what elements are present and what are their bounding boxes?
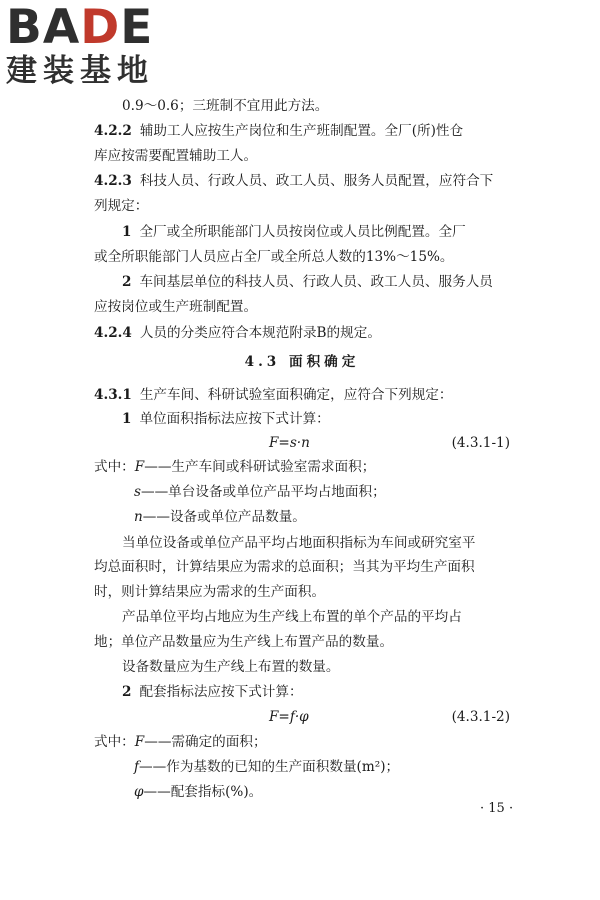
method-1 <box>122 409 330 429</box>
variable: F <box>134 459 145 475</box>
item-number: 2 <box>122 274 132 290</box>
equation-number: (4.3.1-2) <box>451 709 510 725</box>
brand-logo <box>6 0 176 96</box>
page-number: · 15 · <box>480 801 514 816</box>
text-line: 库应按需要配置辅助工人。 <box>94 148 258 164</box>
clause-number: 4.2.3 <box>94 173 132 189</box>
equation-formula: F=f·φ <box>269 709 309 725</box>
variable: s <box>134 484 141 500</box>
item-text: 全厂或全所职能部门人员按岗位或人员比例配置。全厂 <box>139 224 466 240</box>
clause-4-2-2 <box>94 121 463 141</box>
variable: F <box>134 734 145 750</box>
clause-number: 4.3.1 <box>94 387 132 403</box>
item-text: 配套指标法应按下式计算： <box>139 684 303 700</box>
text-line: 0.9～0.6；三班制不宜用此方法。 <box>122 98 329 114</box>
text-line: 应按岗位或生产班制配置。 <box>94 299 258 315</box>
clause-number: 4.2.4 <box>94 325 132 341</box>
where-line-2: s——单台设备或单位产品平均占地面积； <box>134 484 386 500</box>
equation-number: (4.3.1-1) <box>451 435 510 451</box>
item-number: 1 <box>122 224 132 240</box>
clause-4-3-1 <box>94 385 453 405</box>
logo-subtitle: 建装基地 <box>6 53 154 89</box>
text-line: 均总面积时，计算结果应为需求的总面积；当其为平均生产面积 <box>94 559 475 575</box>
clause-number: 4.2.2 <box>94 123 132 139</box>
item-1 <box>122 222 466 242</box>
item-2 <box>122 272 493 292</box>
clause-4-2-4 <box>94 323 381 343</box>
clause-text: 生产车间、科研试验室面积确定，应符合下列规定： <box>139 387 453 403</box>
clause-4-2-3 <box>94 171 493 191</box>
variable: n <box>134 509 143 525</box>
item-text: 车间基层单位的科技人员、行政人员、政工人员、服务人员 <box>139 274 493 290</box>
text-line: 列规定： <box>94 198 149 214</box>
item-number: 1 <box>122 411 132 427</box>
text-line: 产品单位平均占地应为生产线上布置的单个产品的平均占 <box>122 609 462 625</box>
where-line-3: n——设备或单位产品数量。 <box>134 509 306 525</box>
where-line-3: φ——配套指标(%)。 <box>134 784 263 800</box>
method-2 <box>122 682 303 702</box>
variable: φ <box>134 784 144 800</box>
text-line: 或全所职能部门人员应占全厂或全所总人数的13%～15%。 <box>94 249 454 265</box>
text-line: 当单位设备或单位产品平均占地面积指标为车间或研究室平 <box>122 535 476 551</box>
item-text: 单位面积指标法应按下式计算： <box>139 411 330 427</box>
text-line: 地；单位产品数量应为生产线上布置产品的数量。 <box>94 634 394 650</box>
section-heading: 4.3 面积确定 <box>244 354 360 370</box>
where-line-1: 式中：F——需确定的面积； <box>94 734 267 750</box>
where-line-1: 式中：F——生产车间或科研试验室需求面积； <box>94 459 376 475</box>
text-line: 时，则计算结果应为需求的生产面积。 <box>94 584 326 600</box>
logo-wordmark: BADE <box>6 0 154 55</box>
where-line-2: f——作为基数的已知的生产面积数量(m²)； <box>134 759 400 775</box>
clause-text: 辅助工人应按生产岗位和生产班制配置。全厂(所)性仓 <box>139 123 464 139</box>
text-line: 设备数量应为生产线上布置的数量。 <box>122 659 340 675</box>
equation-formula: F=s·n <box>269 435 310 451</box>
variable: f <box>134 759 140 775</box>
item-number: 2 <box>122 684 132 700</box>
clause-text: 科技人员、行政人员、政工人员、服务人员配置，应符合下 <box>139 173 494 189</box>
clause-text: 人员的分类应符合本规范附录B的规定。 <box>139 325 381 341</box>
